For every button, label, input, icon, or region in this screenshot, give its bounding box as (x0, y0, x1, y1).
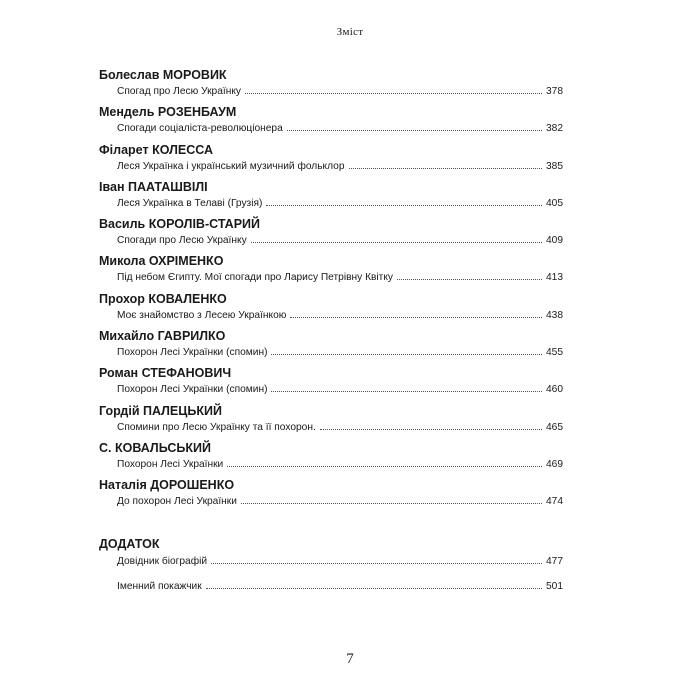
toc-line (117, 234, 563, 248)
toc-title: Похорон Лесі Українки (117, 458, 224, 470)
dot-leader (349, 167, 543, 169)
toc-title: Під небом Єгипту. Мої спогади про Ларису Петрівну Квітку (117, 272, 394, 284)
toc-entry[interactable] (99, 67, 563, 104)
appendix-item-title: Довідник біографій (117, 556, 208, 567)
toc-author (99, 179, 563, 195)
author-last-name: ПААТАШВІЛІ (127, 179, 208, 194)
toc-page-number: 413 (546, 272, 563, 284)
dot-leader (271, 353, 542, 355)
toc-page-number: 385 (546, 160, 563, 172)
author-last-name: ГАВРИЛКО (157, 329, 226, 344)
appendix-item-page: 501 (546, 581, 563, 592)
author-last-name: КОВАЛЕНКО (148, 291, 227, 306)
toc-author (99, 403, 563, 419)
toc-title: Похорон Лесі Українки (спомин) (117, 384, 268, 396)
toc-line (117, 85, 563, 99)
dot-leader (251, 241, 542, 243)
dot-leader (241, 502, 542, 504)
author-first-name: Мендель (99, 105, 155, 120)
toc-page-number: 474 (546, 496, 563, 508)
appendix-section (99, 536, 563, 594)
toc-title: До похорон Лесі Українки (117, 496, 237, 508)
toc-author (99, 440, 563, 456)
toc-entry[interactable] (99, 142, 563, 179)
dot-leader (290, 316, 542, 318)
toc-title: Похорон Лесі Українки (спомин) (117, 347, 268, 359)
dot-leader (266, 204, 542, 206)
toc-title: Леся Українка і український музичний фольклор (117, 160, 345, 172)
author-first-name: С. (99, 440, 112, 455)
appendix-item-page: 477 (546, 556, 563, 567)
toc-entry[interactable] (99, 291, 563, 328)
appendix-item[interactable] (117, 555, 563, 569)
toc-entry[interactable] (99, 179, 563, 216)
toc-entry[interactable] (99, 440, 563, 477)
toc-author (99, 291, 563, 307)
toc-entry[interactable] (99, 365, 563, 402)
appendix-heading: ДОДАТОК (99, 537, 160, 551)
toc-author (99, 365, 563, 381)
author-last-name: ОХРІМЕНКО (148, 254, 224, 269)
toc-title: Спогади про Лесю Українку (117, 235, 247, 247)
toc-line (117, 160, 563, 174)
dot-leader (211, 562, 542, 564)
dot-leader (320, 428, 542, 430)
toc-page-number: 469 (546, 458, 563, 470)
toc-entry[interactable] (99, 328, 563, 365)
author-last-name: МОРОВИК (162, 68, 227, 82)
toc-page-number: 465 (546, 421, 563, 433)
toc-page-number: 405 (546, 197, 563, 209)
toc-author (99, 104, 563, 120)
author-first-name: Філарет (99, 142, 149, 157)
toc-line (117, 495, 563, 509)
toc-line (117, 458, 563, 472)
toc-line (117, 346, 563, 360)
dot-leader (206, 587, 542, 589)
toc-title: Леся Українка в Телаві (Грузія) (117, 197, 263, 209)
author-first-name: Болеслав (99, 68, 160, 82)
toc-page-number: 378 (546, 86, 563, 97)
appendix-item-title: Іменний покажчик (117, 581, 202, 592)
author-first-name: Микола (99, 254, 146, 269)
toc-title: Моє знайомство з Лесею Українкою (117, 309, 287, 321)
toc-author (99, 253, 563, 269)
appendix-item[interactable] (117, 580, 563, 594)
author-first-name: Наталія (99, 478, 147, 493)
toc-author (99, 216, 563, 232)
dot-leader (227, 465, 542, 467)
toc-author (99, 67, 563, 83)
toc-title: Спогади соціаліста-революціонера (117, 123, 283, 135)
toc-author (99, 142, 563, 158)
toc-line (117, 383, 563, 397)
dot-leader (397, 278, 542, 280)
author-last-name: РОЗЕНБАУМ (157, 105, 237, 120)
author-last-name: ДОРОШЕНКО (150, 478, 235, 493)
author-last-name: КОВАЛЬСЬКИЙ (114, 440, 211, 455)
author-last-name: КОЛЕССА (152, 142, 213, 157)
toc-entry[interactable] (99, 477, 563, 514)
author-last-name: ПАЛЕЦЬКИЙ (143, 403, 222, 418)
toc-line (117, 309, 563, 323)
toc-line (117, 421, 563, 435)
toc-page-number: 382 (546, 123, 563, 135)
author-last-name: СТЕФАНОВИЧ (141, 366, 232, 381)
toc-entry[interactable] (99, 403, 563, 440)
author-first-name: Михайло (99, 329, 155, 344)
toc-page-number: 455 (546, 347, 563, 359)
page-number: 7 (346, 651, 354, 667)
toc-author (99, 328, 563, 344)
toc-title: Спогад про Лесю Українку (117, 86, 241, 97)
toc-page-number: 460 (546, 384, 563, 396)
author-last-name: КОРОЛІВ-СТАРИЙ (148, 217, 261, 232)
toc-author (99, 477, 563, 493)
author-first-name: Василь (99, 217, 146, 232)
toc-page-number: 438 (546, 309, 563, 321)
author-first-name: Іван (99, 179, 125, 194)
toc-entry[interactable] (99, 104, 563, 141)
toc-page-number: 409 (546, 235, 563, 247)
dot-leader (271, 390, 542, 392)
dot-leader (287, 129, 542, 131)
toc-line (117, 197, 563, 211)
toc-entry[interactable] (99, 216, 563, 253)
page-header: Зміст (336, 26, 364, 38)
dot-leader (245, 92, 542, 94)
toc-line (117, 271, 563, 285)
toc-line (117, 122, 563, 136)
author-first-name: Прохор (99, 291, 145, 306)
toc-entry[interactable] (99, 253, 563, 290)
toc-title: Спомини про Лесю Українку та її похорон. (117, 421, 316, 433)
table-of-contents (99, 67, 563, 515)
author-first-name: Гордій (99, 403, 140, 418)
author-first-name: Роман (99, 366, 139, 381)
